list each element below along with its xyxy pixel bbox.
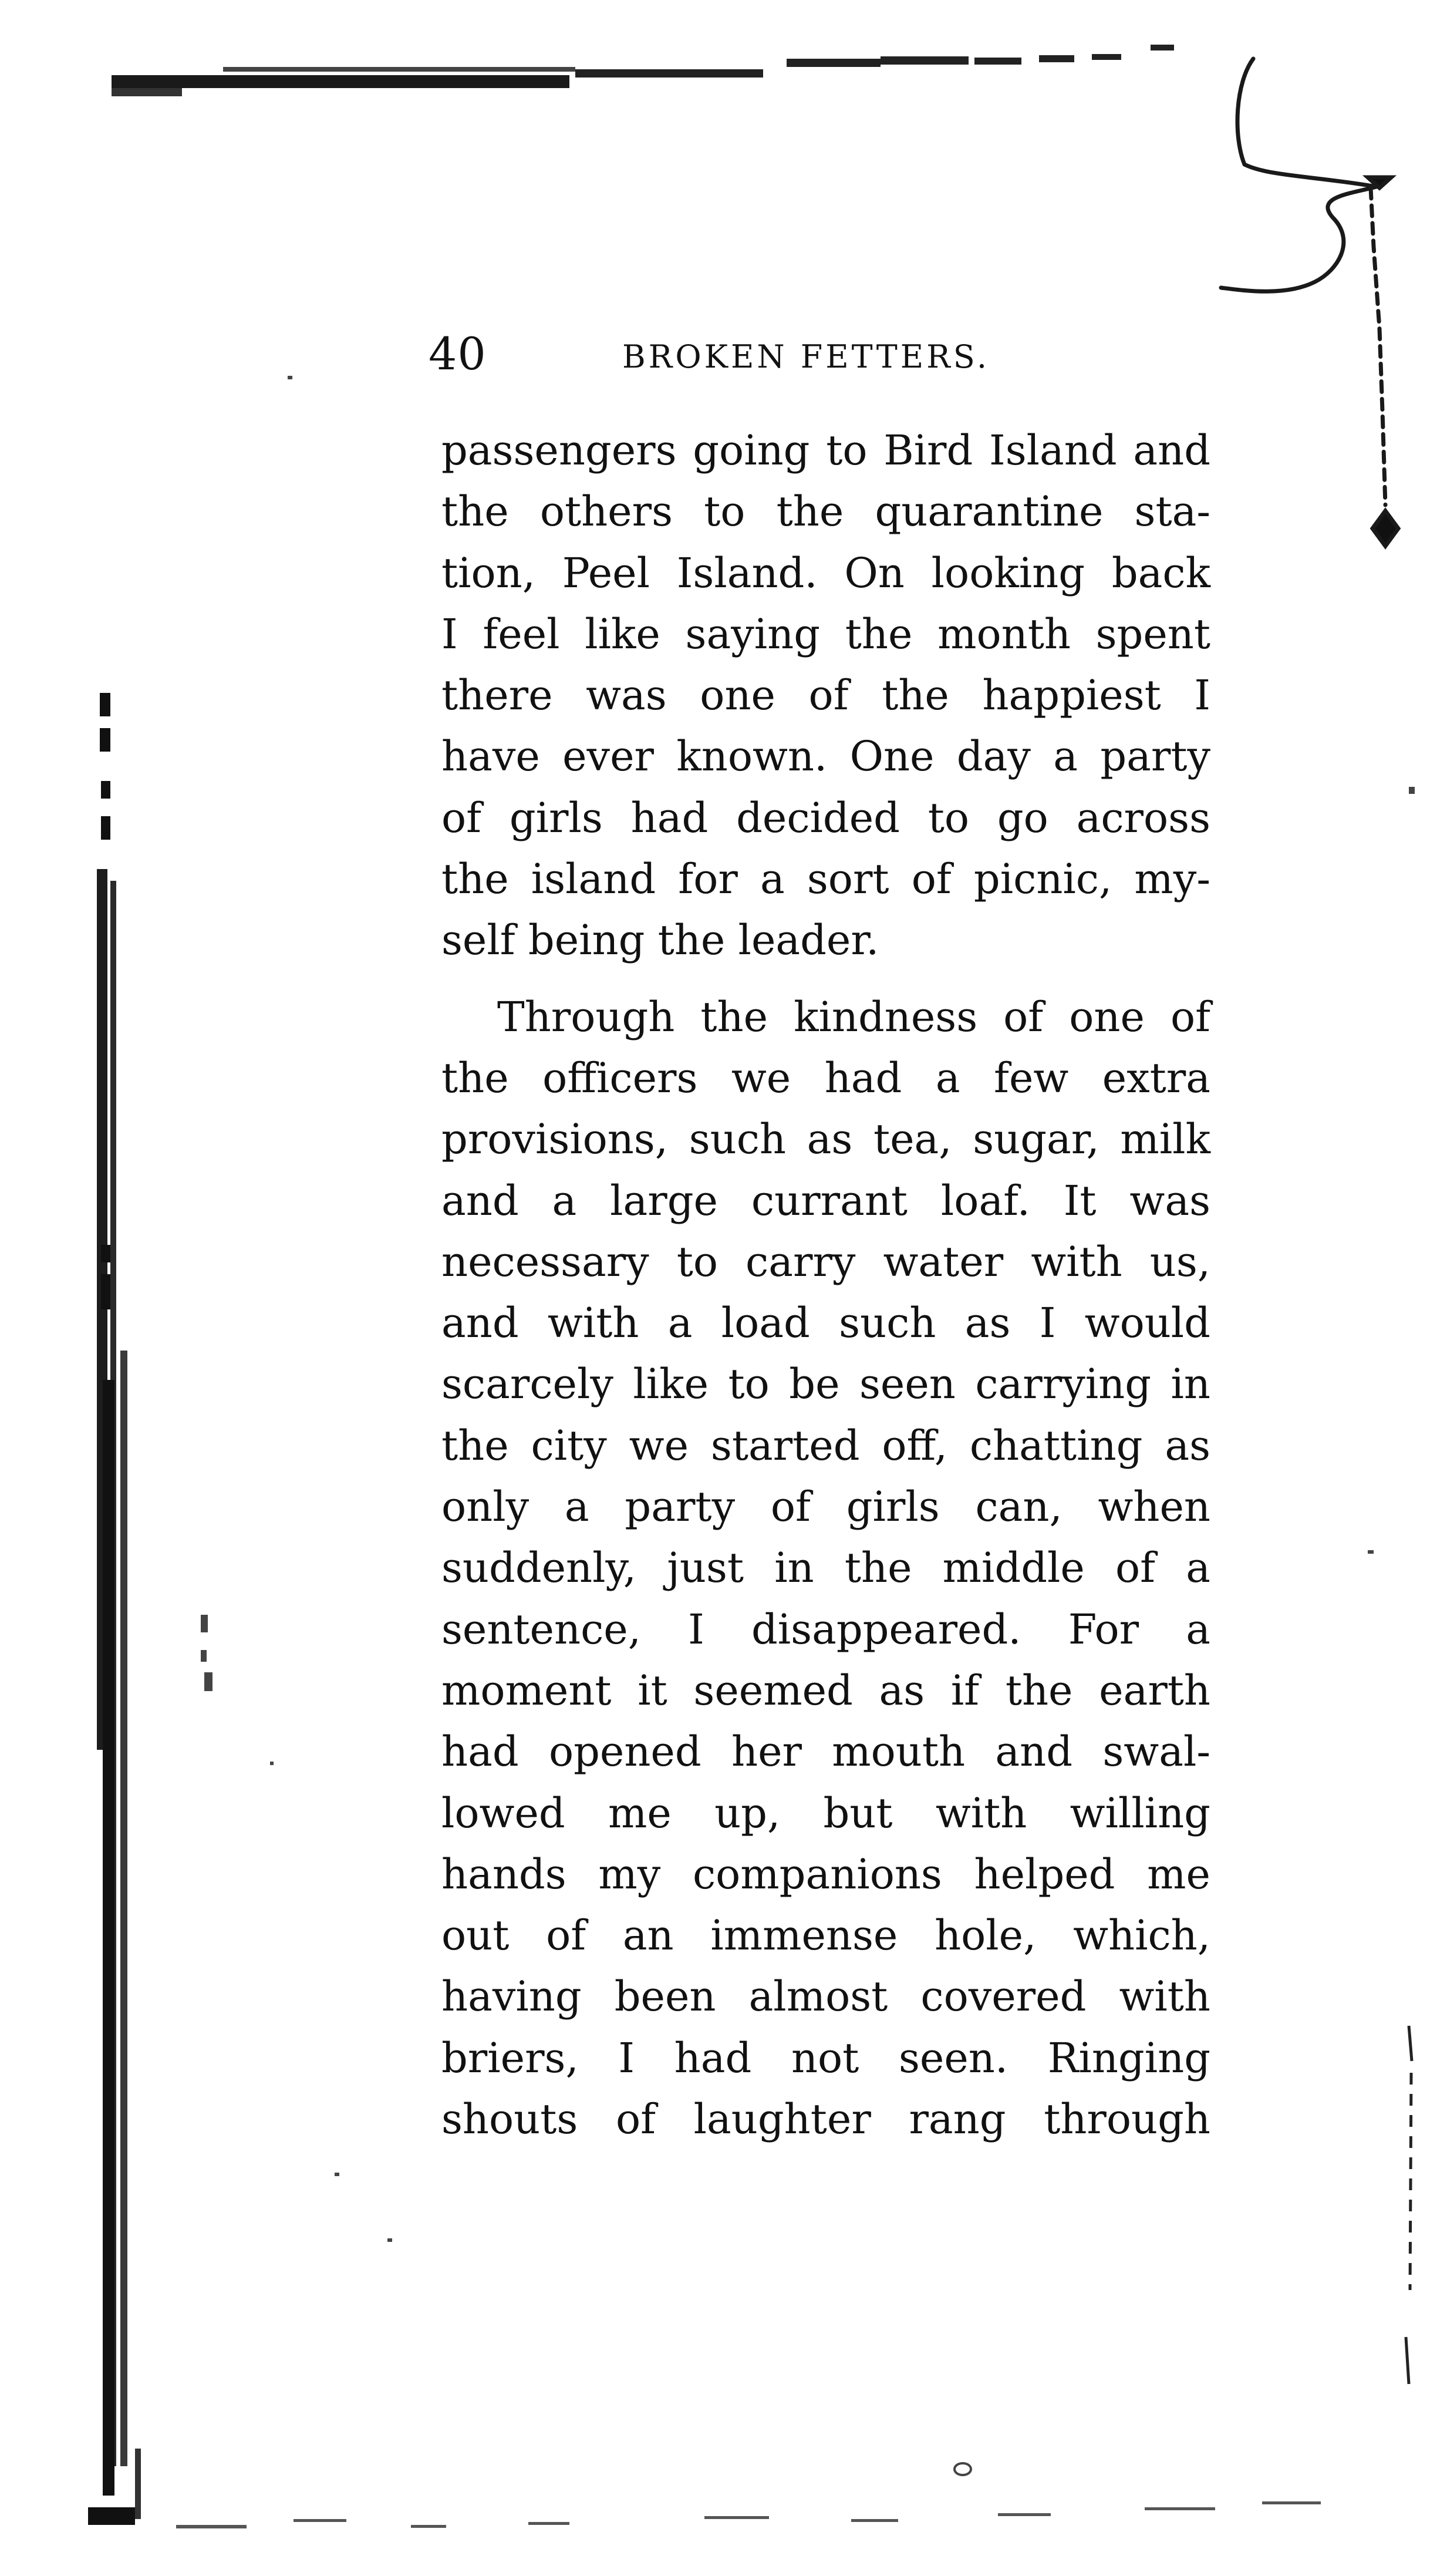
text-line: there was one of the happiest I xyxy=(441,671,1210,720)
bottom-edge-marks xyxy=(176,2463,1321,2528)
text-line: of girls had decided to go across xyxy=(441,793,1210,842)
right-margin-marks xyxy=(1406,2026,1412,2384)
text-line: and with a load such as I would xyxy=(441,1299,1210,1348)
left-binding-edge xyxy=(88,693,141,2525)
text-line: self being the leader. xyxy=(441,916,879,965)
text-line: had opened her mouth and swal- xyxy=(441,1728,1210,1776)
text-line: shouts of laughter rang through xyxy=(441,2095,1210,2144)
text-line: hands my companions helped me xyxy=(441,1850,1210,1898)
text-line: scarcely like to be seen carrying in xyxy=(441,1360,1210,1409)
body-text xyxy=(441,420,1210,2150)
text-line: I feel like saying the month spent xyxy=(441,610,1210,658)
text-line: briers, I had not seen. Ringing xyxy=(441,2033,1210,2082)
running-title: BROKEN FETTERS. xyxy=(622,338,990,375)
text-line: passengers going to Bird Island and xyxy=(441,426,1210,474)
text-line: and a large currant loaf. It was xyxy=(441,1176,1210,1225)
text-line: the city we started off, chatting as xyxy=(441,1421,1210,1470)
text-line: out of an immense hole, which, xyxy=(441,1911,1210,1960)
text-line: have ever known. One day a party xyxy=(441,732,1210,781)
text-line: lowed me up, but with willing xyxy=(441,1789,1210,1837)
text-line: the officers we had a few extra xyxy=(441,1053,1210,1102)
text-line: having been almost covered with xyxy=(441,1972,1210,2021)
running-header xyxy=(423,322,1215,386)
text-line: provisions, such as tea, sugar, milk xyxy=(441,1115,1210,1164)
text-line: Through the kindness of one of xyxy=(497,992,1210,1041)
text-line: suddenly, just in the middle of a xyxy=(441,1544,1210,1592)
top-rule-marks xyxy=(112,45,1174,96)
text-line: only a party of girls can, when xyxy=(441,1483,1210,1531)
text-line: the others to the quarantine sta- xyxy=(441,487,1210,536)
text-line: moment it seemed as if the earth xyxy=(441,1666,1210,1715)
paragraph-1 xyxy=(441,420,1210,971)
page-number: 40 xyxy=(429,328,487,380)
text-line: sentence, I disappeared. For a xyxy=(441,1605,1210,1654)
text-line: the island for a sort of picnic, my- xyxy=(441,855,1210,904)
handwritten-bracket-mark xyxy=(1221,59,1398,546)
text-line: necessary to carry water with us, xyxy=(441,1237,1210,1286)
text-line: tion, Peel Island. On looking back xyxy=(441,548,1210,597)
paragraph-2 xyxy=(441,986,1210,2150)
